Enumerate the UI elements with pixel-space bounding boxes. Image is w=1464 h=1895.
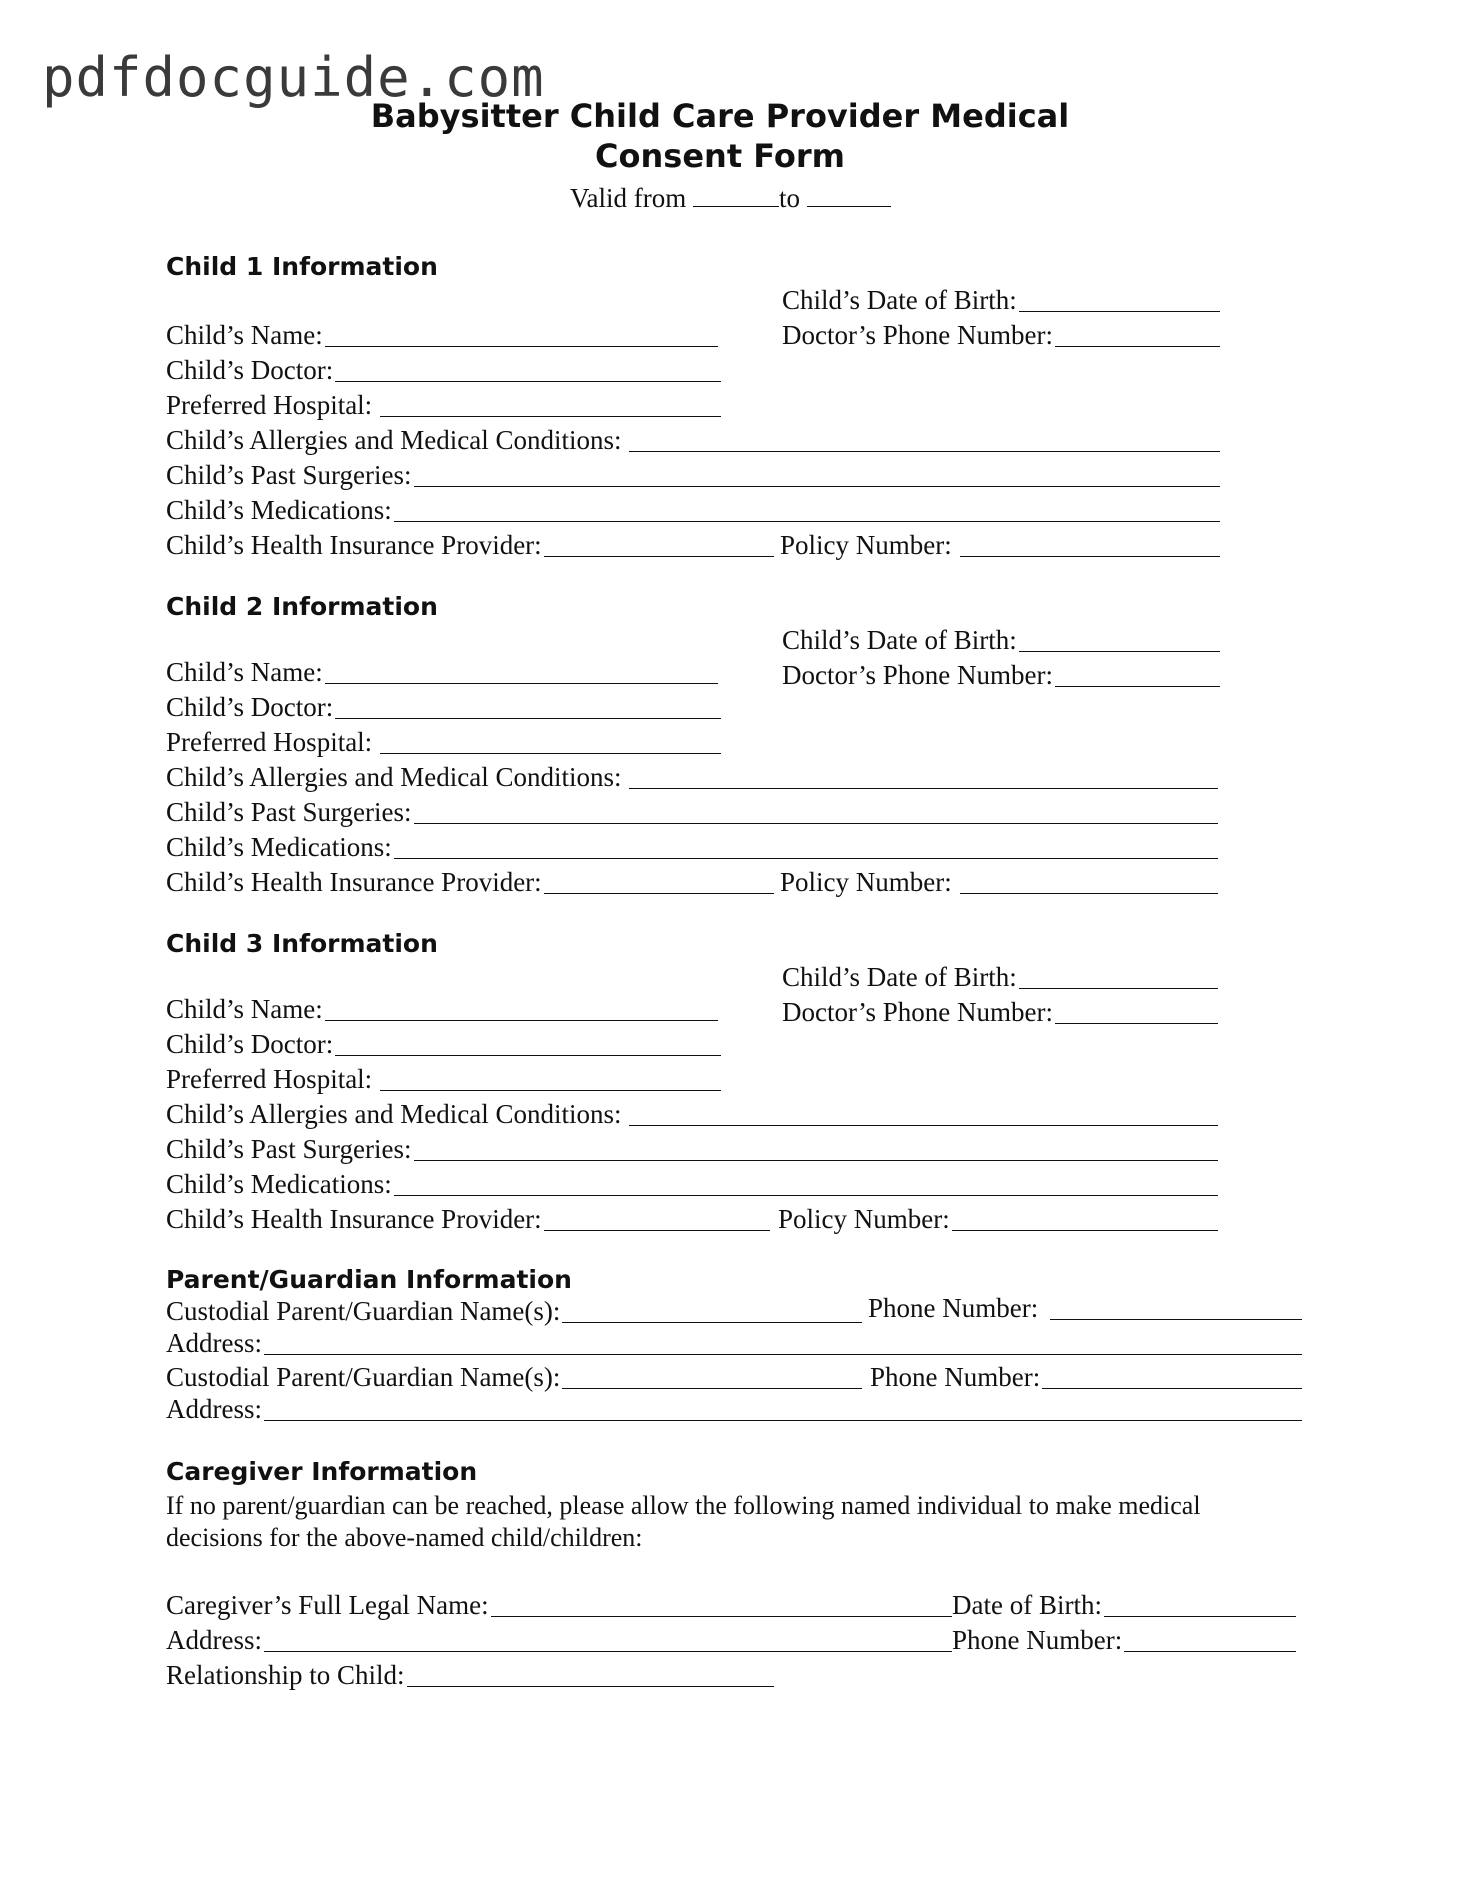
watermark-text: pdfdocguide.com [42, 46, 545, 109]
child-2-allergies-field[interactable] [629, 788, 1218, 789]
child-1-allergies-row: Child’s Allergies and Medical Conditions: [166, 424, 1220, 456]
caregiver-address-row: Address: [166, 1624, 952, 1656]
child-3-dob-row: Child’s Date of Birth: [782, 961, 1218, 993]
child-3-doctor-field[interactable] [335, 1055, 721, 1056]
child-3-hospital-field[interactable] [380, 1090, 721, 1091]
parent-2-address-field[interactable] [264, 1420, 1302, 1421]
parent-2-name-row: Custodial Parent/Guardian Name(s): [166, 1361, 862, 1393]
child-3-dob-field[interactable] [1019, 988, 1218, 989]
page-title [0, 96, 1440, 176]
parent-2-name-field[interactable] [562, 1388, 862, 1389]
child-1-policy-row: Policy Number: [780, 529, 1220, 561]
caregiver-dob-field[interactable] [1104, 1616, 1296, 1617]
parent-1-address-field[interactable] [264, 1354, 1302, 1355]
child-3-doctor-phone-row: Doctor’s Phone Number: [782, 996, 1218, 1028]
child-3-insurance-row: Child’s Health Insurance Provider: [166, 1203, 770, 1235]
child-1-doctor-field[interactable] [335, 381, 721, 382]
parent-1-phone-row: Phone Number: [868, 1292, 1302, 1324]
child-1-hospital-row: Preferred Hospital: [166, 389, 721, 421]
child-1-insurance-row: Child’s Health Insurance Provider: [166, 529, 774, 561]
caregiver-dob-row: Date of Birth: [952, 1589, 1296, 1621]
valid-to-field[interactable] [807, 186, 891, 207]
child-1-medications-row: Child’s Medications: [166, 494, 1220, 526]
child-2-name-row: Child’s Name: [166, 656, 718, 688]
title-line-2: Consent Form [595, 137, 845, 175]
valid-to-label: to [778, 183, 800, 213]
child-3-hospital-row: Preferred Hospital: [166, 1063, 721, 1095]
child-3-medications-field[interactable] [394, 1195, 1218, 1196]
child-2-name-field[interactable] [325, 683, 718, 684]
child-1-hospital-field[interactable] [380, 416, 721, 417]
caregiver-intro: If no parent/guardian can be reached, please allow the following named individual to make medical decisions for the above-named child/children: [166, 1491, 1201, 1552]
parent-2-phone-field[interactable] [1042, 1388, 1302, 1389]
child-1-surgeries-field[interactable] [414, 486, 1220, 487]
child-2-doctor-phone-row: Doctor’s Phone Number: [782, 659, 1220, 691]
child-1-dob-row: Child’s Date of Birth: [782, 284, 1220, 316]
child-2-heading: Child 2 Information [166, 592, 438, 621]
caregiver-heading: Caregiver Information [166, 1457, 478, 1486]
parent-2-phone-row: Phone Number: [870, 1361, 1302, 1393]
parent-2-address-row: Address: [166, 1393, 1302, 1425]
child-2-allergies-row: Child’s Allergies and Medical Conditions: [166, 761, 1218, 793]
child-3-medications-row: Child’s Medications: [166, 1168, 1218, 1200]
child-2-insurance-field[interactable] [544, 893, 774, 894]
child-3-insurance-field[interactable] [544, 1230, 770, 1231]
valid-from-label: Valid from [570, 183, 687, 213]
caregiver-name-row: Caregiver’s Full Legal Name: [166, 1589, 952, 1621]
parent-1-name-field[interactable] [562, 1322, 862, 1323]
child-3-allergies-row: Child’s Allergies and Medical Conditions: [166, 1098, 1218, 1130]
child-1-doctor-row: Child’s Doctor: [166, 354, 721, 386]
child-2-doctor-phone-field[interactable] [1055, 686, 1220, 687]
caregiver-name-field[interactable] [491, 1616, 952, 1617]
child-1-heading: Child 1 Information [166, 252, 438, 281]
child-2-surgeries-field[interactable] [414, 823, 1218, 824]
child-2-insurance-row: Child’s Health Insurance Provider: [166, 866, 774, 898]
child-1-name-field[interactable] [325, 346, 718, 347]
child-2-medications-field[interactable] [394, 858, 1218, 859]
child-2-doctor-row: Child’s Doctor: [166, 691, 721, 723]
child-3-name-field[interactable] [325, 1020, 718, 1021]
valid-from-field[interactable] [693, 186, 779, 207]
child-1-doctor-phone-row: Doctor’s Phone Number: [782, 319, 1220, 351]
child-3-allergies-field[interactable] [629, 1125, 1218, 1126]
child-3-doctor-row: Child’s Doctor: [166, 1028, 721, 1060]
child-1-surgeries-row: Child’s Past Surgeries: [166, 459, 1220, 491]
caregiver-address-field[interactable] [264, 1651, 952, 1652]
child-2-dob-row: Child’s Date of Birth: [782, 624, 1220, 656]
caregiver-relationship-field[interactable] [407, 1686, 774, 1687]
child-1-dob-field[interactable] [1019, 311, 1220, 312]
child-2-surgeries-row: Child’s Past Surgeries: [166, 796, 1218, 828]
parent-1-phone-field[interactable] [1050, 1319, 1302, 1320]
child-3-policy-row: Policy Number: [778, 1203, 1218, 1235]
parent-1-name-row: Custodial Parent/Guardian Name(s): [166, 1295, 862, 1327]
caregiver-phone-row: Phone Number: [952, 1624, 1296, 1656]
title-line-1: Babysitter Child Care Provider Medical [370, 97, 1070, 135]
child-2-doctor-field[interactable] [335, 718, 721, 719]
child-2-policy-field[interactable] [960, 893, 1218, 894]
child-2-medications-row: Child’s Medications: [166, 831, 1218, 863]
child-1-doctor-phone-field[interactable] [1055, 346, 1220, 347]
child-3-policy-field[interactable] [952, 1230, 1218, 1231]
child-2-hospital-row: Preferred Hospital: [166, 726, 721, 758]
caregiver-relationship-row: Relationship to Child: [166, 1659, 774, 1691]
child-1-medications-field[interactable] [394, 521, 1220, 522]
child-3-name-row: Child’s Name: [166, 993, 718, 1025]
valid-period [570, 183, 891, 214]
child-2-hospital-field[interactable] [380, 753, 721, 754]
child-3-surgeries-row: Child’s Past Surgeries: [166, 1133, 1218, 1165]
child-3-surgeries-field[interactable] [414, 1160, 1218, 1161]
parent-heading: Parent/Guardian Information [166, 1265, 572, 1294]
child-1-policy-field[interactable] [960, 556, 1220, 557]
child-1-name-row: Child’s Name: [166, 319, 718, 351]
child-3-doctor-phone-field[interactable] [1055, 1023, 1218, 1024]
child-2-dob-field[interactable] [1019, 651, 1220, 652]
parent-1-address-row: Address: [166, 1327, 1302, 1359]
child-1-insurance-field[interactable] [544, 556, 774, 557]
child-3-heading: Child 3 Information [166, 929, 438, 958]
caregiver-phone-field[interactable] [1124, 1651, 1296, 1652]
child-2-policy-row: Policy Number: [780, 866, 1218, 898]
child-1-allergies-field[interactable] [629, 451, 1220, 452]
